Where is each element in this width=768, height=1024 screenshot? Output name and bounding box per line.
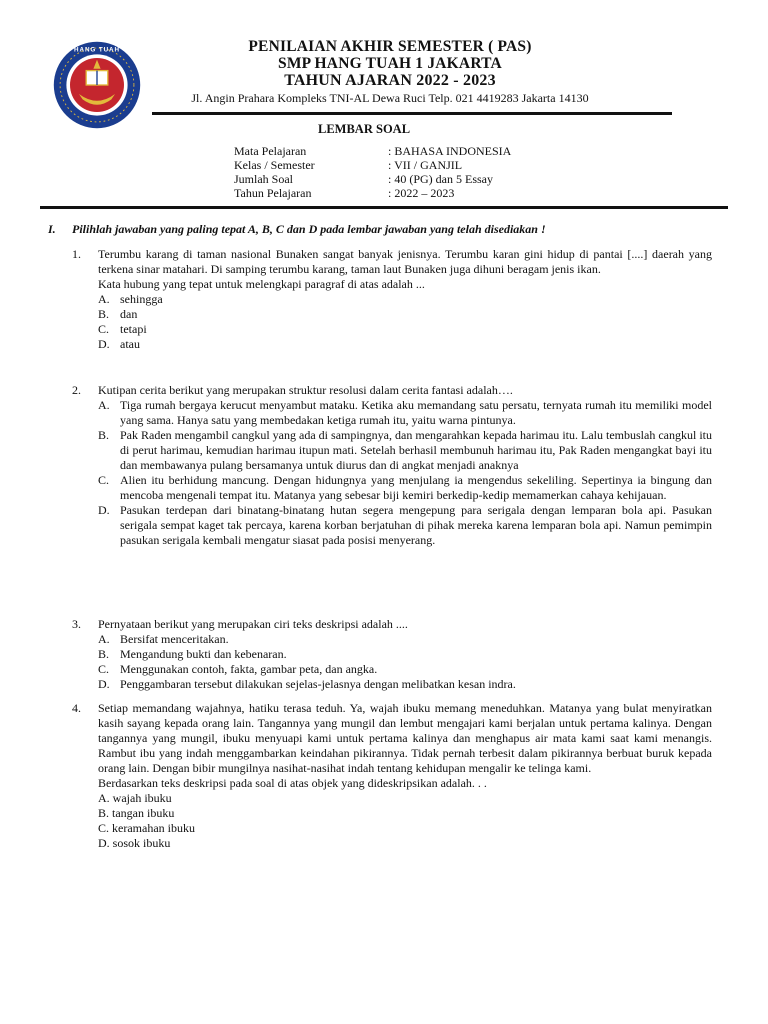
option-letter: D. [98, 677, 110, 691]
info-divider [40, 206, 728, 209]
question-body [98, 701, 712, 851]
question-number: 2. [72, 383, 81, 397]
option-a [98, 791, 712, 806]
question-number: 1. [72, 247, 81, 261]
option-letter: D. [98, 337, 110, 351]
option-letter: D. [98, 836, 110, 850]
school-logo-icon [52, 40, 142, 130]
svg-text:HANG TUAH: HANG TUAH [74, 46, 120, 54]
info-value: : VII / GANJIL [388, 158, 463, 172]
info-label: Mata Pelajaran [234, 144, 307, 158]
option-text: keramahan ibuku [112, 821, 195, 835]
option-letter: C. [98, 662, 110, 676]
option-b [98, 428, 712, 473]
option-letter: C. [98, 821, 110, 835]
option-text: atau [120, 337, 140, 351]
question-body [98, 247, 712, 352]
option-c [98, 821, 712, 836]
info-label: Kelas / Semester [234, 158, 315, 172]
option-letter: A. [98, 791, 110, 805]
option-text: sosok ibuku [112, 836, 171, 850]
option-letter: B. [98, 428, 110, 442]
option-list [98, 632, 712, 692]
question-body [98, 383, 712, 548]
option-text: Penggambaran tersebut dilakukan sejelas-jelasnya dengan melibatkan kesan indra. [120, 677, 516, 691]
info-value: : BAHASA INDONESIA [388, 144, 512, 158]
option-text: Alien itu berhidung mancung. Dengan hidungnya yang menjulang ia mengendus sekeliling. Sepertinya ia bingung dan mencoba mengenali tempat itu. Matanya yang sebesar biji kemiri berkedip-kedip memamerkan cahaya kehijauan. [120, 473, 712, 502]
option-text: sehingga [120, 292, 163, 306]
question-number: 4. [72, 701, 81, 715]
option-a [98, 292, 712, 307]
instruction-text: Pilihlah jawaban yang paling tepat A, B, C dan D pada lembar jawaban yang telah disediakan ! [72, 222, 546, 236]
option-text: Mengandung bukti dan kebenaran. [120, 647, 287, 661]
option-text: Menggunakan contoh, fakta, gambar peta, dan angka. [120, 662, 378, 676]
option-text: dan [120, 307, 138, 321]
option-d [98, 503, 712, 548]
option-text: tangan ibuku [112, 806, 175, 820]
sheet-title: LEMBAR SOAL [318, 122, 411, 136]
option-text: Pasukan terdepan dari binatang-binatang hutan segera mengepung para serigala dengan lemparan bola api. Pasukan serigala sempat kaget tak percaya, karena korban berjatuhan di pihak mereka karena lemparan bola api. Namun pemimpin pasukan serigala kembali mengatur siasat pada posisi menyerang. [120, 503, 712, 547]
option-d [98, 677, 712, 692]
option-text: tetapi [120, 322, 147, 336]
option-letter: A. [98, 632, 110, 646]
option-c [98, 662, 712, 677]
option-letter: B. [98, 307, 110, 321]
option-d [98, 337, 712, 352]
option-list [98, 398, 712, 548]
info-label: Jumlah Soal [234, 172, 293, 186]
question-body [98, 617, 712, 692]
question-stem: Setiap memandang wajahnya, hatiku terasa teduh. Ya, wajah ibuku memang meneduhkan. Matanya yang bulat menyiratkan kasih sayang kepada orang lain. Tangannya yang mungil dan lembut mengajari kami berjalan untuk pertama kalinya. Dengan tangannya yang mungil, ibuku menyuapi kami untuk pertama kalinya dan menghapus air mata kami saat kami menangis. Rambut ibu yang indah menggambarkan keindahan pikirannya. Tidak pernah terbesit dalam pikirannya berbuat buruk kepada orang lain. Dengan bibir mungilnya nasihat-nasihat indah tentang kehidupan mengalir ke telinga kami. [98, 701, 712, 775]
option-list [98, 791, 712, 851]
option-a [98, 398, 712, 428]
question-prompt: Berdasarkan teks deskripsi pada soal di atas objek yang dideskripsikan adalah. . . [98, 776, 487, 790]
info-label: Tahun Pelajaran [234, 186, 312, 200]
option-letter: C. [98, 473, 110, 487]
option-letter: D. [98, 503, 110, 517]
option-letter: B. [98, 806, 110, 820]
option-letter: A. [98, 398, 110, 412]
academic-year: TAHUN AJARAN 2022 - 2023 [284, 72, 496, 89]
school-address: Jl. Angin Prahara Kompleks TNI-AL Dewa Ruci Telp. 021 4419283 Jakarta 14130 [191, 91, 589, 105]
question-stem: Kutipan cerita berikut yang merupakan struktur resolusi dalam cerita fantasi adalah…. [98, 383, 513, 397]
question-stem: Pernyataan berikut yang merupakan ciri teks deskripsi adalah .... [98, 617, 408, 631]
option-b [98, 307, 712, 322]
option-text: Pak Raden mengambil cangkul yang ada di sampingnya, dan mengarahkan kepada harimau itu. Lalu tembuslah cangkul itu di perut harimau, kemudian harimau itupun mati. Setelah berhasil membunuh harimau itu, Pak Raden mengangkat bayi itu dan membawanya pulang bersamanya untuk diurus dan di angkat menjadi anaknya [120, 428, 712, 472]
option-letter: A. [98, 292, 110, 306]
option-c [98, 473, 712, 503]
section-number: I. [48, 222, 56, 236]
option-d [98, 836, 712, 851]
option-text: Bersifat menceritakan. [120, 632, 229, 646]
option-a [98, 632, 712, 647]
option-text: Tiga rumah bergaya kerucut menyambut mataku. Ketika aku memandang satu persatu, ternyata rumah itu memiliki model yang sama. Hanya satu yang membedakan ketiga rumah itu, yaitu warna pintunya. [120, 398, 712, 427]
question-number: 3. [72, 617, 81, 631]
header-divider [152, 112, 672, 115]
question-prompt: Kata hubung yang tepat untuk melengkapi paragraf di atas adalah ... [98, 277, 425, 291]
option-text: wajah ibuku [112, 791, 172, 805]
option-letter: C. [98, 322, 110, 336]
info-value: : 40 (PG) dan 5 Essay [388, 172, 493, 186]
option-b [98, 806, 712, 821]
option-b [98, 647, 712, 662]
option-c [98, 322, 712, 337]
school-name: SMP HANG TUAH 1 JAKARTA [278, 55, 502, 72]
exam-title: PENILAIAN AKHIR SEMESTER ( PAS) [248, 38, 532, 55]
option-letter: B. [98, 647, 110, 661]
info-value: : 2022 – 2023 [388, 186, 455, 200]
question-stem: Terumbu karang di taman nasional Bunaken sangat banyak jenisnya. Terumbu karan gini hidup di pantai [....] daerah yang terkena sinar matahari. Di samping terumbu karang, taman laut Bunaken juga dihuni beragam jenis ikan. [98, 247, 712, 276]
option-list [98, 292, 712, 352]
